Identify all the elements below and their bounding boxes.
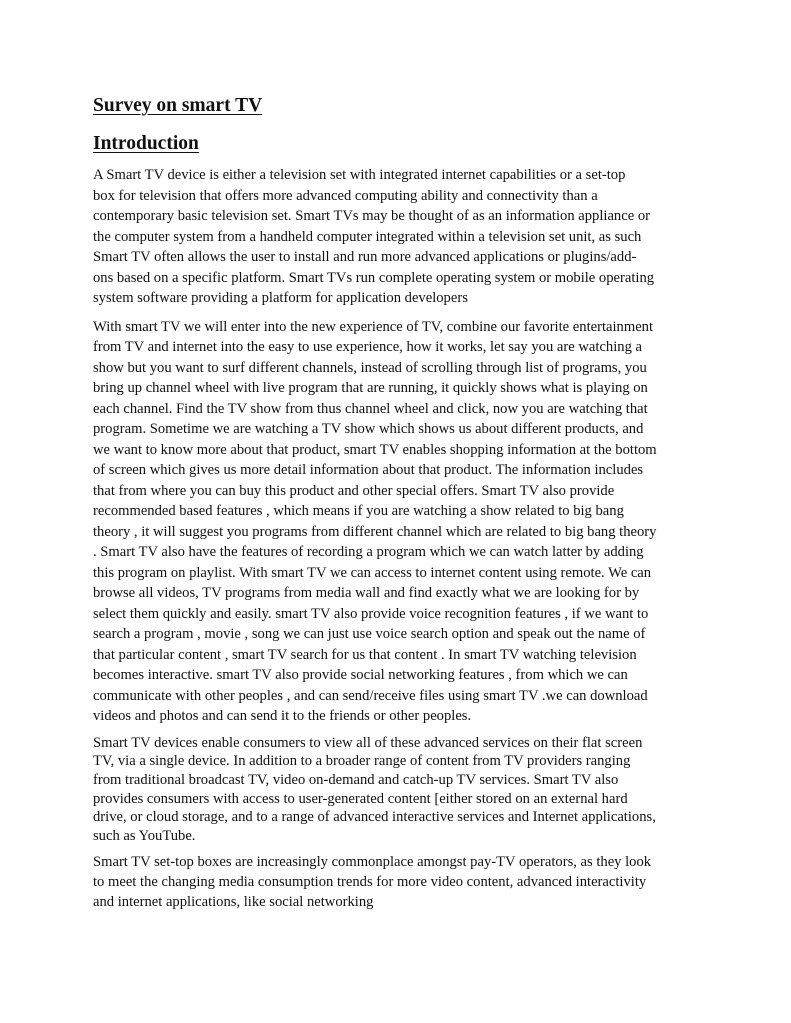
text-line: from traditional broadcast TV, video on-demand and catch-up TV services. Smart TV also [93,771,619,788]
text-line: browse all videos, TV programs from media wall and find exactly what we are looking for by [93,585,640,601]
text-line: videos and photos and can send it to the friends or other peoples. [93,708,472,724]
document-page [93,93,697,913]
text-line: the computer system from a handheld computer integrated within a television set unit, as such [93,228,642,245]
text-line: bring up channel wheel with live program that are running, it quickly shows what is playing on [93,380,648,396]
text-line: communicate with other peoples , and can send/receive files using smart TV .we can download [93,687,648,704]
text-line: recommended based features , which means if you are watching a show related to big bang [93,503,624,519]
text-line: . Smart TV also have the features of recording a program which we can watch latter by adding [93,544,644,560]
text-line: drive, or cloud storage, and to a range of advanced interactive services and Internet applications, [93,809,656,826]
paragraph-2 [93,317,697,727]
text-line: TV, via a single device. In addition to a broader range of content from TV providers ranging [93,753,631,770]
text-line: Smart TV often allows the user to install and run more advanced applications or plugins/add- [93,249,637,265]
text-line: provides consumers with access to user-generated content [either stored on an external hard [93,790,628,807]
text-line: system software providing a platform for application developers [93,290,468,306]
text-line: from TV and internet into the easy to use experience, how it works, let say you are watching a [93,339,642,355]
text-line: that from where you can buy this product and other special offers. Smart TV also provide [93,482,615,499]
paragraph-3 [93,734,697,846]
text-line: and internet applications, like social networking [93,894,374,911]
document-title: Survey on smart TV [93,95,263,116]
text-line: contemporary basic television set. Smart TVs may be thought of as an information appliance or [93,208,650,224]
text-line: to meet the changing media consumption trends for more video content, advanced interactivity [93,874,647,891]
text-line: program. Sometime we are watching a TV show which shows us about different products, and [93,421,644,437]
text-line: box for television that offers more advanced computing ability and connectivity than a [93,187,598,204]
text-line: A Smart TV device is either a television set with integrated internet capabilities or a set-top [93,167,626,183]
text-line: ons based on a specific platform. Smart TVs run complete operating system or mobile operating [93,269,655,286]
text-line: select them quickly and easily. smart TV also provide voice recognition features , if we want to [93,605,649,622]
text-line: of screen which gives us more detail information about that product. The information includes [93,462,644,478]
text-line: Smart TV devices enable consumers to view all of these advanced services on their flat screen [93,734,643,751]
text-line: becomes interactive. smart TV also provide social networking features , from which we can [93,667,628,683]
paragraph-1 [93,165,697,309]
text-line: search a program , movie , song we can just use voice search option and speak out the name of [93,626,646,642]
text-line: With smart TV we will enter into the new experience of TV, combine our favorite entertainment [93,318,654,335]
text-line: each channel. Find the TV show from thus channel wheel and click, now you are watching that [93,400,648,417]
text-line: Smart TV set-top boxes are increasingly commonplace amongst pay-TV operators, as they look [93,853,652,870]
text-line: show but you want to surf different channels, instead of scrolling through list of programs, you [93,359,647,376]
text-line: this program on playlist. With smart TV we can access to internet content using remote. We can [93,564,652,581]
section-heading-introduction: Introduction [93,133,199,154]
text-line: such as YouTube. [93,828,196,845]
text-line: theory , it will suggest you programs from different channel which are related to big bang theory [93,523,657,540]
text-line: we want to know more about that product, smart TV enables shopping information at the bottom [93,441,657,458]
paragraph-4 [93,852,697,913]
text-line: that particular content , smart TV search for us that content . In smart TV watching television [93,646,637,663]
